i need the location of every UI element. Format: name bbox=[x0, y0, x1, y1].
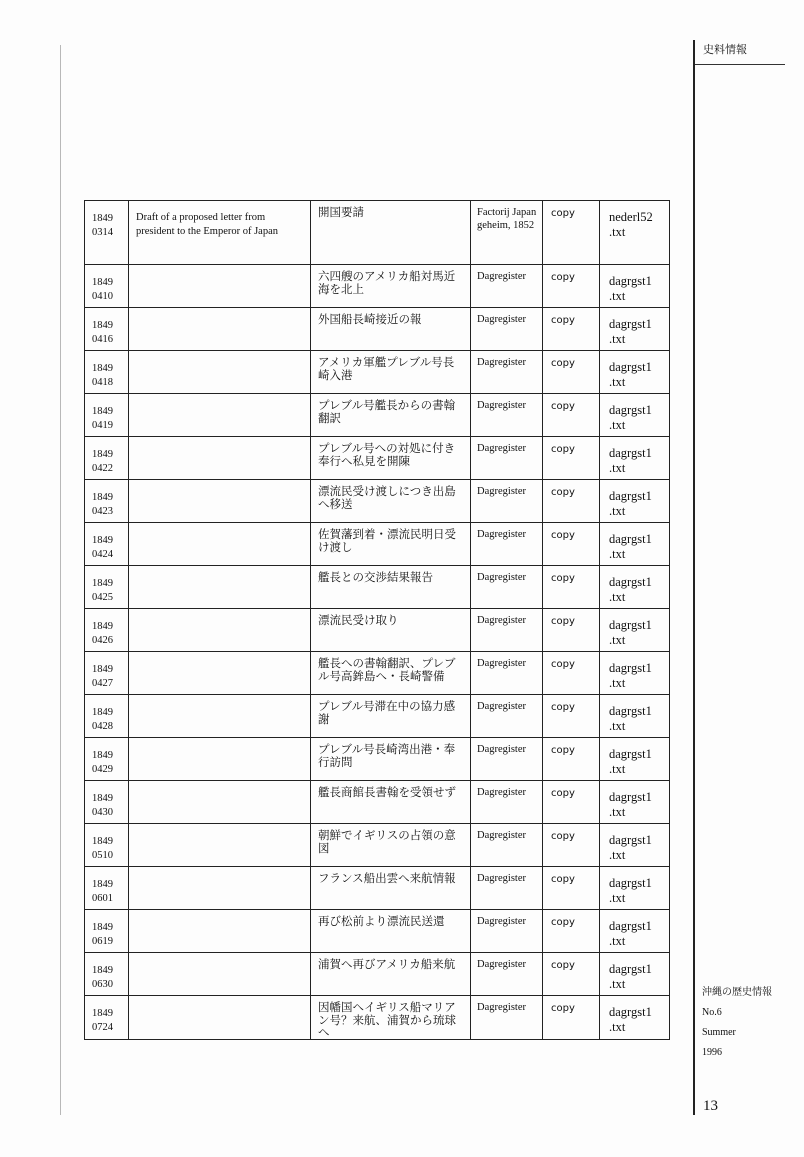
table-row bbox=[85, 695, 670, 738]
table-cell bbox=[600, 996, 670, 1040]
record-japanese-summary: プレブル号への対処に付き奉行へ私見を開陳 bbox=[318, 441, 456, 468]
record-date: 1849 0630 bbox=[92, 965, 113, 990]
table-cell bbox=[85, 695, 129, 738]
table-cell bbox=[311, 738, 471, 781]
table-cell bbox=[129, 867, 311, 910]
table-cell bbox=[85, 910, 129, 953]
record-english-title bbox=[129, 308, 310, 318]
section-label-underline bbox=[695, 64, 785, 65]
table-cell bbox=[543, 566, 600, 609]
record-filename: dagrgst1 .txt bbox=[609, 575, 652, 604]
table-cell bbox=[600, 394, 670, 437]
table-cell bbox=[471, 953, 543, 996]
table-cell bbox=[543, 201, 600, 265]
table-row bbox=[85, 867, 670, 910]
record-kind: copy bbox=[551, 960, 575, 971]
record-filename: dagrgst1 .txt bbox=[609, 747, 652, 776]
table-cell bbox=[85, 265, 129, 308]
table-row bbox=[85, 824, 670, 867]
record-kind: copy bbox=[551, 272, 575, 283]
table-cell bbox=[471, 910, 543, 953]
record-english-title bbox=[129, 652, 310, 662]
table-cell bbox=[600, 867, 670, 910]
record-source: Dagregister bbox=[477, 357, 526, 368]
record-source: Dagregister bbox=[477, 744, 526, 755]
table-cell bbox=[543, 824, 600, 867]
table-cell bbox=[311, 265, 471, 308]
record-filename: dagrgst1 .txt bbox=[609, 489, 652, 518]
table-cell bbox=[129, 480, 311, 523]
table-cell bbox=[85, 201, 129, 265]
record-source: Dagregister bbox=[477, 959, 526, 970]
table-cell bbox=[129, 652, 311, 695]
table-cell bbox=[129, 738, 311, 781]
record-source: Dagregister bbox=[477, 1002, 526, 1013]
record-kind: copy bbox=[551, 616, 575, 627]
record-filename: dagrgst1 .txt bbox=[609, 833, 652, 862]
record-kind: copy bbox=[551, 659, 575, 670]
table-row bbox=[85, 480, 670, 523]
record-date: 1849 0430 bbox=[92, 793, 113, 818]
table-cell bbox=[129, 265, 311, 308]
record-japanese-summary: 六四艘のアメリカ船対馬近海を北上 bbox=[318, 269, 456, 296]
record-source: Dagregister bbox=[477, 916, 526, 927]
table-cell bbox=[471, 824, 543, 867]
record-japanese-summary: 漂流民受け渡しにつき出島へ移送 bbox=[318, 484, 456, 511]
table-row bbox=[85, 910, 670, 953]
right-margin-rule bbox=[693, 40, 695, 1115]
record-kind: copy bbox=[551, 788, 575, 799]
record-date: 1849 0428 bbox=[92, 707, 113, 732]
record-source: Dagregister bbox=[477, 572, 526, 583]
page-number: 13 bbox=[703, 1098, 718, 1114]
record-filename: dagrgst1 .txt bbox=[609, 446, 652, 475]
record-date: 1849 0419 bbox=[92, 406, 113, 431]
journal-issue: No.6 bbox=[702, 1007, 722, 1018]
record-date: 1849 0425 bbox=[92, 578, 113, 603]
table-cell bbox=[311, 781, 471, 824]
record-english-title bbox=[129, 394, 310, 404]
journal-season: Summer bbox=[702, 1027, 736, 1038]
record-kind: copy bbox=[551, 745, 575, 756]
table-row bbox=[85, 953, 670, 996]
record-english-title bbox=[129, 781, 310, 791]
record-kind: copy bbox=[551, 401, 575, 412]
record-source: Dagregister bbox=[477, 787, 526, 798]
table-cell bbox=[543, 523, 600, 566]
record-english-title bbox=[129, 566, 310, 576]
journal-title: 沖縄の歴史情報 bbox=[702, 987, 772, 998]
table-cell bbox=[85, 781, 129, 824]
record-japanese-summary: 開国要請 bbox=[318, 205, 364, 219]
table-cell bbox=[543, 351, 600, 394]
record-kind: copy bbox=[551, 444, 575, 455]
table-cell bbox=[311, 308, 471, 351]
record-english-title bbox=[129, 523, 310, 533]
table-cell bbox=[311, 996, 471, 1040]
table-cell bbox=[311, 609, 471, 652]
table-row bbox=[85, 394, 670, 437]
record-date: 1849 0427 bbox=[92, 664, 113, 689]
table-cell bbox=[85, 394, 129, 437]
record-date: 1849 0601 bbox=[92, 879, 113, 904]
record-source: Dagregister bbox=[477, 271, 526, 282]
table-row bbox=[85, 738, 670, 781]
table-cell bbox=[311, 437, 471, 480]
table-cell bbox=[600, 480, 670, 523]
table-row bbox=[85, 437, 670, 480]
table-cell bbox=[600, 695, 670, 738]
record-japanese-summary: 艦長への書翰翻訳、プレブル号高鉾島へ・長崎警備 bbox=[318, 656, 456, 683]
table-cell bbox=[85, 609, 129, 652]
table-cell bbox=[129, 996, 311, 1040]
record-source: Dagregister bbox=[477, 314, 526, 325]
table-cell bbox=[129, 201, 311, 265]
records-table bbox=[84, 200, 670, 1040]
record-english-title bbox=[129, 351, 310, 361]
record-english-title: Draft of a proposed letter from president to the Emperor of Japan bbox=[136, 212, 278, 237]
table-cell bbox=[471, 523, 543, 566]
table-cell bbox=[471, 201, 543, 265]
table-cell bbox=[129, 824, 311, 867]
record-filename: dagrgst1 .txt bbox=[609, 360, 652, 389]
table-cell bbox=[85, 996, 129, 1040]
table-cell bbox=[600, 609, 670, 652]
table-cell bbox=[600, 566, 670, 609]
record-japanese-summary: 浦賀へ再びアメリカ船来航 bbox=[318, 957, 456, 971]
section-label: 史料情報 bbox=[703, 43, 747, 56]
table-cell bbox=[129, 910, 311, 953]
table-cell bbox=[471, 265, 543, 308]
record-filename: dagrgst1 .txt bbox=[609, 790, 652, 819]
record-kind: copy bbox=[551, 917, 575, 928]
record-english-title bbox=[129, 480, 310, 490]
record-date: 1849 0424 bbox=[92, 535, 113, 560]
table-cell bbox=[85, 953, 129, 996]
left-margin-rule bbox=[60, 45, 61, 1115]
record-kind: copy bbox=[551, 573, 575, 584]
record-date: 1849 0418 bbox=[92, 363, 113, 388]
table-cell bbox=[471, 609, 543, 652]
table-cell bbox=[85, 652, 129, 695]
record-filename: nederl52 .txt bbox=[609, 210, 653, 239]
table-cell bbox=[85, 480, 129, 523]
table-cell bbox=[311, 652, 471, 695]
table-cell bbox=[471, 351, 543, 394]
record-kind: copy bbox=[551, 487, 575, 498]
record-source: Dagregister bbox=[477, 400, 526, 411]
table-cell bbox=[600, 523, 670, 566]
table-cell bbox=[471, 566, 543, 609]
record-filename: dagrgst1 .txt bbox=[609, 274, 652, 303]
table-row bbox=[85, 265, 670, 308]
record-filename: dagrgst1 .txt bbox=[609, 1005, 652, 1034]
record-japanese-summary: フランス船出雲へ来航情報 bbox=[318, 871, 456, 885]
record-date: 1849 0429 bbox=[92, 750, 113, 775]
record-kind: copy bbox=[551, 702, 575, 713]
table-cell bbox=[311, 867, 471, 910]
table-cell bbox=[543, 867, 600, 910]
table-cell bbox=[129, 781, 311, 824]
table-cell bbox=[600, 308, 670, 351]
record-filename: dagrgst1 .txt bbox=[609, 317, 652, 346]
record-source: Dagregister bbox=[477, 873, 526, 884]
table-cell bbox=[471, 781, 543, 824]
record-japanese-summary: 朝鮮でイギリスの占領の意図 bbox=[318, 828, 456, 855]
table-row bbox=[85, 351, 670, 394]
table-cell bbox=[311, 824, 471, 867]
record-date: 1849 0416 bbox=[92, 320, 113, 345]
table-cell bbox=[129, 308, 311, 351]
table-cell bbox=[311, 351, 471, 394]
table-cell bbox=[129, 523, 311, 566]
table-cell bbox=[85, 351, 129, 394]
table-cell bbox=[471, 996, 543, 1040]
table-cell bbox=[543, 781, 600, 824]
table-cell bbox=[129, 566, 311, 609]
table-row bbox=[85, 566, 670, 609]
table-cell bbox=[543, 437, 600, 480]
record-kind: copy bbox=[551, 874, 575, 885]
record-english-title bbox=[129, 867, 310, 877]
record-kind: copy bbox=[551, 530, 575, 541]
table-cell bbox=[129, 609, 311, 652]
table-cell bbox=[85, 437, 129, 480]
journal-info bbox=[702, 983, 772, 1063]
table-cell bbox=[85, 308, 129, 351]
table-cell bbox=[85, 867, 129, 910]
table-cell bbox=[600, 953, 670, 996]
record-source: Dagregister bbox=[477, 443, 526, 454]
table-cell bbox=[311, 910, 471, 953]
record-date: 1849 0510 bbox=[92, 836, 113, 861]
record-english-title bbox=[129, 265, 310, 275]
table-cell bbox=[543, 652, 600, 695]
record-source: Dagregister bbox=[477, 486, 526, 497]
table-cell bbox=[471, 652, 543, 695]
record-source: Dagregister bbox=[477, 658, 526, 669]
record-filename: dagrgst1 .txt bbox=[609, 962, 652, 991]
table-cell bbox=[600, 781, 670, 824]
record-source: Dagregister bbox=[477, 830, 526, 841]
table-cell bbox=[471, 738, 543, 781]
record-english-title bbox=[129, 738, 310, 748]
record-date: 1849 0314 bbox=[92, 213, 113, 238]
record-kind: copy bbox=[551, 315, 575, 326]
table-cell bbox=[543, 953, 600, 996]
record-filename: dagrgst1 .txt bbox=[609, 876, 652, 905]
record-source: Factorij Japan geheim, 1852 bbox=[477, 207, 537, 231]
record-filename: dagrgst1 .txt bbox=[609, 618, 652, 647]
record-filename: dagrgst1 .txt bbox=[609, 704, 652, 733]
table-cell bbox=[543, 308, 600, 351]
table-row bbox=[85, 609, 670, 652]
table-cell bbox=[600, 351, 670, 394]
record-kind: copy bbox=[551, 831, 575, 842]
table-cell bbox=[311, 953, 471, 996]
record-japanese-summary: プレブル号長崎湾出港・奉行訪問 bbox=[318, 742, 456, 769]
record-filename: dagrgst1 .txt bbox=[609, 661, 652, 690]
table-cell bbox=[600, 824, 670, 867]
table-row bbox=[85, 781, 670, 824]
record-kind: copy bbox=[551, 1003, 575, 1014]
record-filename: dagrgst1 .txt bbox=[609, 532, 652, 561]
table-cell bbox=[85, 738, 129, 781]
record-english-title bbox=[129, 824, 310, 834]
table-cell bbox=[311, 480, 471, 523]
table-cell bbox=[543, 695, 600, 738]
table-row bbox=[85, 308, 670, 351]
table-cell bbox=[311, 201, 471, 265]
table-cell bbox=[600, 652, 670, 695]
record-source: Dagregister bbox=[477, 615, 526, 626]
table-cell bbox=[543, 910, 600, 953]
table-cell bbox=[311, 566, 471, 609]
record-date: 1849 0619 bbox=[92, 922, 113, 947]
table-cell bbox=[85, 566, 129, 609]
table-cell bbox=[129, 953, 311, 996]
table-cell bbox=[543, 480, 600, 523]
record-japanese-summary: 漂流民受け取り bbox=[318, 613, 399, 627]
table-cell bbox=[85, 824, 129, 867]
record-japanese-summary: 因幡国へイギリス船マリアン号？来航、浦賀から琉球へ bbox=[318, 1000, 456, 1039]
table-row bbox=[85, 996, 670, 1040]
table-cell bbox=[600, 437, 670, 480]
table-cell bbox=[311, 394, 471, 437]
table-row bbox=[85, 523, 670, 566]
record-english-title bbox=[129, 695, 310, 705]
table-cell bbox=[471, 308, 543, 351]
journal-year: 1996 bbox=[702, 1047, 722, 1058]
record-japanese-summary: 外国船長崎接近の報 bbox=[318, 312, 422, 326]
record-english-title bbox=[129, 953, 310, 963]
table-cell bbox=[543, 609, 600, 652]
record-date: 1849 0423 bbox=[92, 492, 113, 517]
record-english-title bbox=[129, 437, 310, 447]
record-english-title bbox=[129, 910, 310, 920]
table-row bbox=[85, 201, 670, 265]
table-cell bbox=[85, 523, 129, 566]
records-table-body bbox=[85, 201, 670, 1040]
record-japanese-summary: 艦長との交渉結果報告 bbox=[318, 570, 433, 584]
table-row bbox=[85, 652, 670, 695]
record-japanese-summary: アメリカ軍艦プレブル号長崎入港 bbox=[318, 355, 455, 382]
table-cell bbox=[471, 867, 543, 910]
table-cell bbox=[600, 738, 670, 781]
table-cell bbox=[600, 201, 670, 265]
table-cell bbox=[543, 265, 600, 308]
record-date: 1849 0422 bbox=[92, 449, 113, 474]
record-japanese-summary: 再び松前より漂流民送還 bbox=[318, 914, 445, 928]
table-cell bbox=[471, 695, 543, 738]
record-english-title bbox=[129, 609, 310, 619]
table-cell bbox=[543, 996, 600, 1040]
table-cell bbox=[129, 351, 311, 394]
record-japanese-summary: プレブル号艦長からの書翰翻訳 bbox=[318, 398, 456, 425]
table-cell bbox=[129, 695, 311, 738]
record-kind: copy bbox=[551, 208, 575, 219]
record-filename: dagrgst1 .txt bbox=[609, 919, 652, 948]
table-cell bbox=[311, 695, 471, 738]
record-english-title bbox=[129, 996, 310, 1006]
record-japanese-summary: 艦長商館長書翰を受領せず bbox=[318, 785, 456, 799]
table-cell bbox=[471, 394, 543, 437]
record-source: Dagregister bbox=[477, 701, 526, 712]
record-japanese-summary: プレブル号滞在中の協力感謝 bbox=[318, 699, 456, 726]
record-date: 1849 0724 bbox=[92, 1008, 113, 1033]
table-cell bbox=[311, 523, 471, 566]
record-date: 1849 0426 bbox=[92, 621, 113, 646]
table-cell bbox=[129, 437, 311, 480]
record-source: Dagregister bbox=[477, 529, 526, 540]
record-filename: dagrgst1 .txt bbox=[609, 403, 652, 432]
table-cell bbox=[471, 480, 543, 523]
record-kind: copy bbox=[551, 358, 575, 369]
table-cell bbox=[600, 265, 670, 308]
table-cell bbox=[129, 394, 311, 437]
record-date: 1849 0410 bbox=[92, 277, 113, 302]
table-cell bbox=[600, 910, 670, 953]
table-cell bbox=[471, 437, 543, 480]
table-cell bbox=[543, 394, 600, 437]
record-japanese-summary: 佐賀藩到着・漂流民明日受け渡し bbox=[318, 527, 456, 554]
table-cell bbox=[543, 738, 600, 781]
